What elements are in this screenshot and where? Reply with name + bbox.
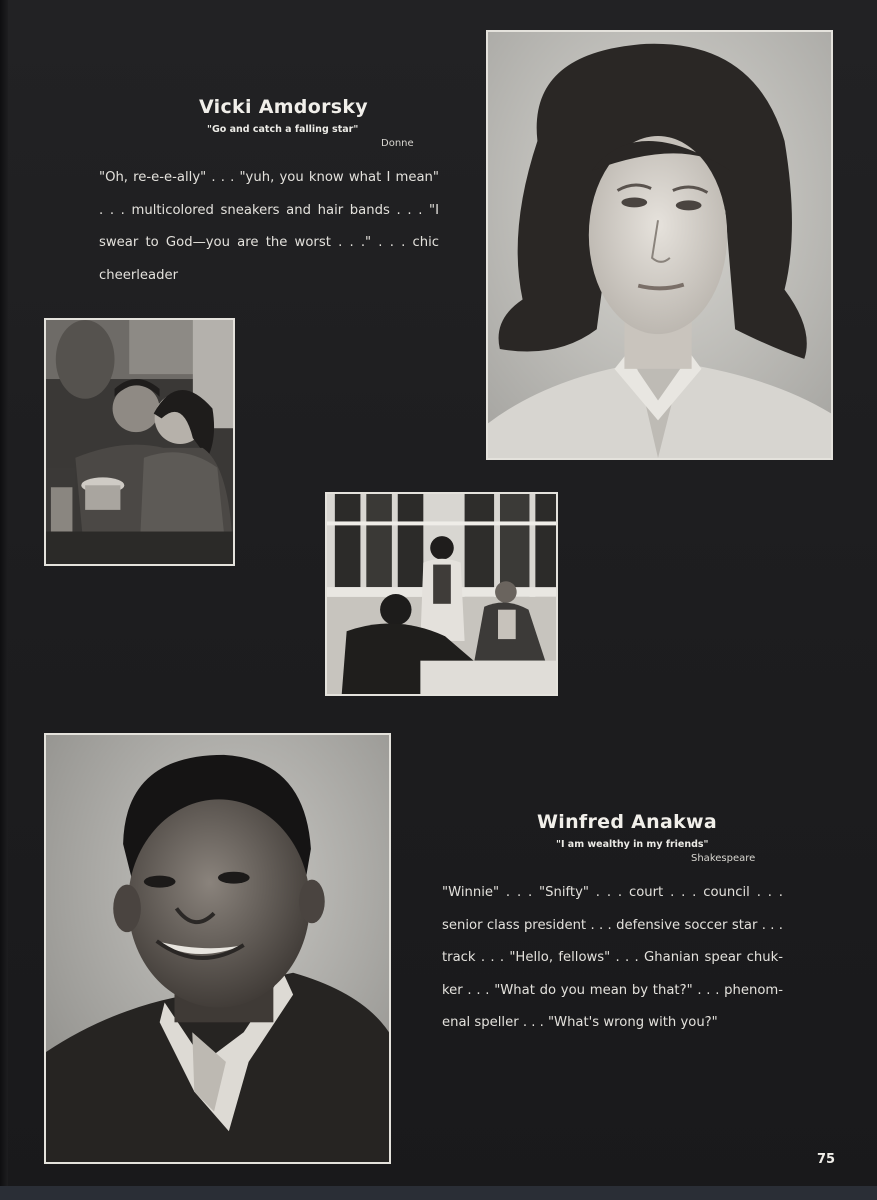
student-name-winfred: Winfred Anakwa <box>537 811 717 833</box>
candid-photo-lounge <box>325 492 558 696</box>
candid-photo-cafeteria <box>44 318 235 566</box>
student-name-vicki: Vicki Amdorsky <box>199 96 368 118</box>
student-quote-vicki: "Go and catch a falling star" <box>207 124 359 135</box>
bio-line: swear to God—you are the worst . . ." . . . chic <box>99 235 439 250</box>
bio-line: enal speller . . . "What's wrong with you?" <box>442 1015 718 1030</box>
portrait-photo-vicki <box>486 30 833 460</box>
bio-line: . . . multicolored sneakers and hair bands . . . "I <box>99 202 439 218</box>
bio-line: track . . . "Hello, fellows" . . . Ghanian spear chuk- <box>442 950 783 965</box>
student-bio-winfred <box>442 877 783 1040</box>
bio-line: cheerleader <box>99 267 179 283</box>
page-number: 75 <box>817 1152 836 1167</box>
student-bio-vicki <box>99 162 439 292</box>
page-binding-edge <box>0 0 8 1200</box>
portrait-photo-winfred <box>44 733 391 1164</box>
quote-author-vicki: Donne <box>381 138 414 149</box>
page-bottom-edge <box>0 1186 877 1200</box>
bio-line: "Oh, re-e-e-ally" . . . "yuh, you know what I mean" <box>99 170 439 185</box>
bio-line: senior class president . . . defensive soccer star . . . <box>442 917 783 933</box>
bio-line: ker . . . "What do you mean by that?" . . . phenom- <box>442 982 783 998</box>
bio-line: "Winnie" . . . "Snifty" . . . court . . . council . . . <box>442 885 783 900</box>
student-quote-winfred: "I am wealthy in my friends" <box>556 839 709 850</box>
quote-author-winfred: Shakespeare <box>691 853 756 864</box>
